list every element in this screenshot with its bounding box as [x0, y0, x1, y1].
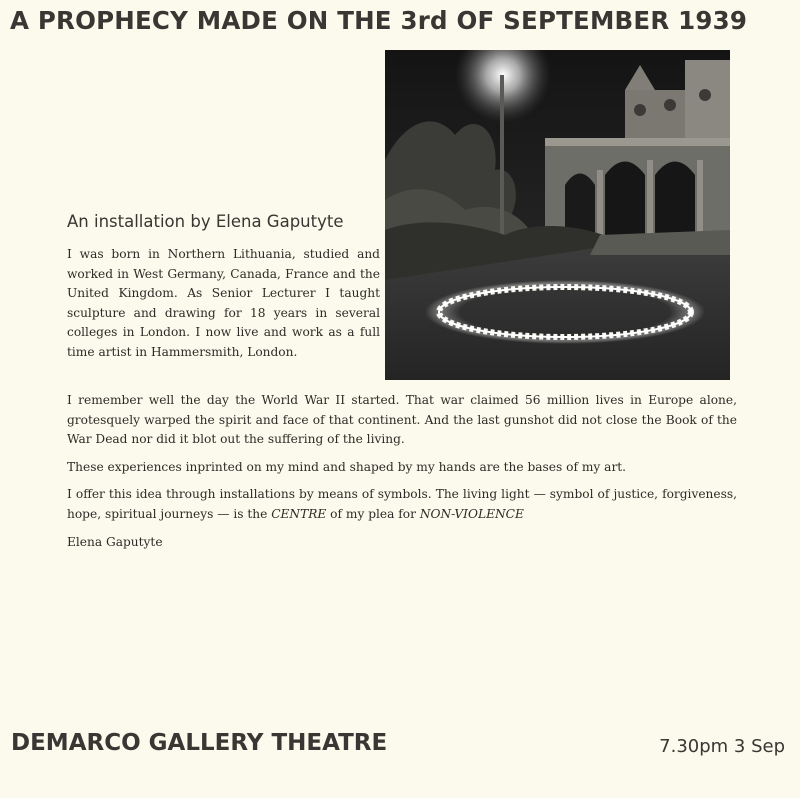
installation-photo	[385, 50, 730, 380]
paragraph-experiences: These experiences inprinted on my mind and shaped by my hands are the bases of my art.	[67, 459, 627, 474]
page-title: A PROPHECY MADE ON THE 3rd OF SEPTEMBER 1939	[10, 6, 748, 35]
paragraph-war: I remember well the day the World War II started. That war claimed 56 million lives in Europe alone, grotesquely warped the spirit and face of that continent. And the last gunshot did not close the Book of the War Dead nor did it blot out the suffering of the living.	[67, 393, 737, 447]
paragraph-light-middle: of my plea for	[330, 506, 416, 521]
event-datetime: 7.30pm 3 Sep	[659, 736, 785, 757]
paragraph-light	[67, 485, 737, 524]
paragraph-light-lead: I offer this idea through installations by means of symbols. The living light — symbol of justice, forgiveness, hope, spiritual journeys — is the	[67, 487, 737, 521]
emphasis-non-violence: NON-VIOLENCE	[419, 506, 524, 521]
statement-body	[67, 391, 737, 560]
signature: Elena Gaputyte	[67, 534, 163, 549]
installation-subtitle: An installation by Elena Gaputyte	[67, 212, 344, 231]
artist-intro: I was born in Northern Lithuania, studied and worked in West Germany, Canada, France and the United Kingdom. As Senior Lecturer I taught sculpture and drawing for 18 years in several colleges in London. I now live and work as a full time artist in Hammersmith, London.	[67, 247, 380, 359]
emphasis-centre: CENTRE	[271, 506, 327, 521]
venue-name: DEMARCO GALLERY THEATRE	[11, 730, 388, 756]
